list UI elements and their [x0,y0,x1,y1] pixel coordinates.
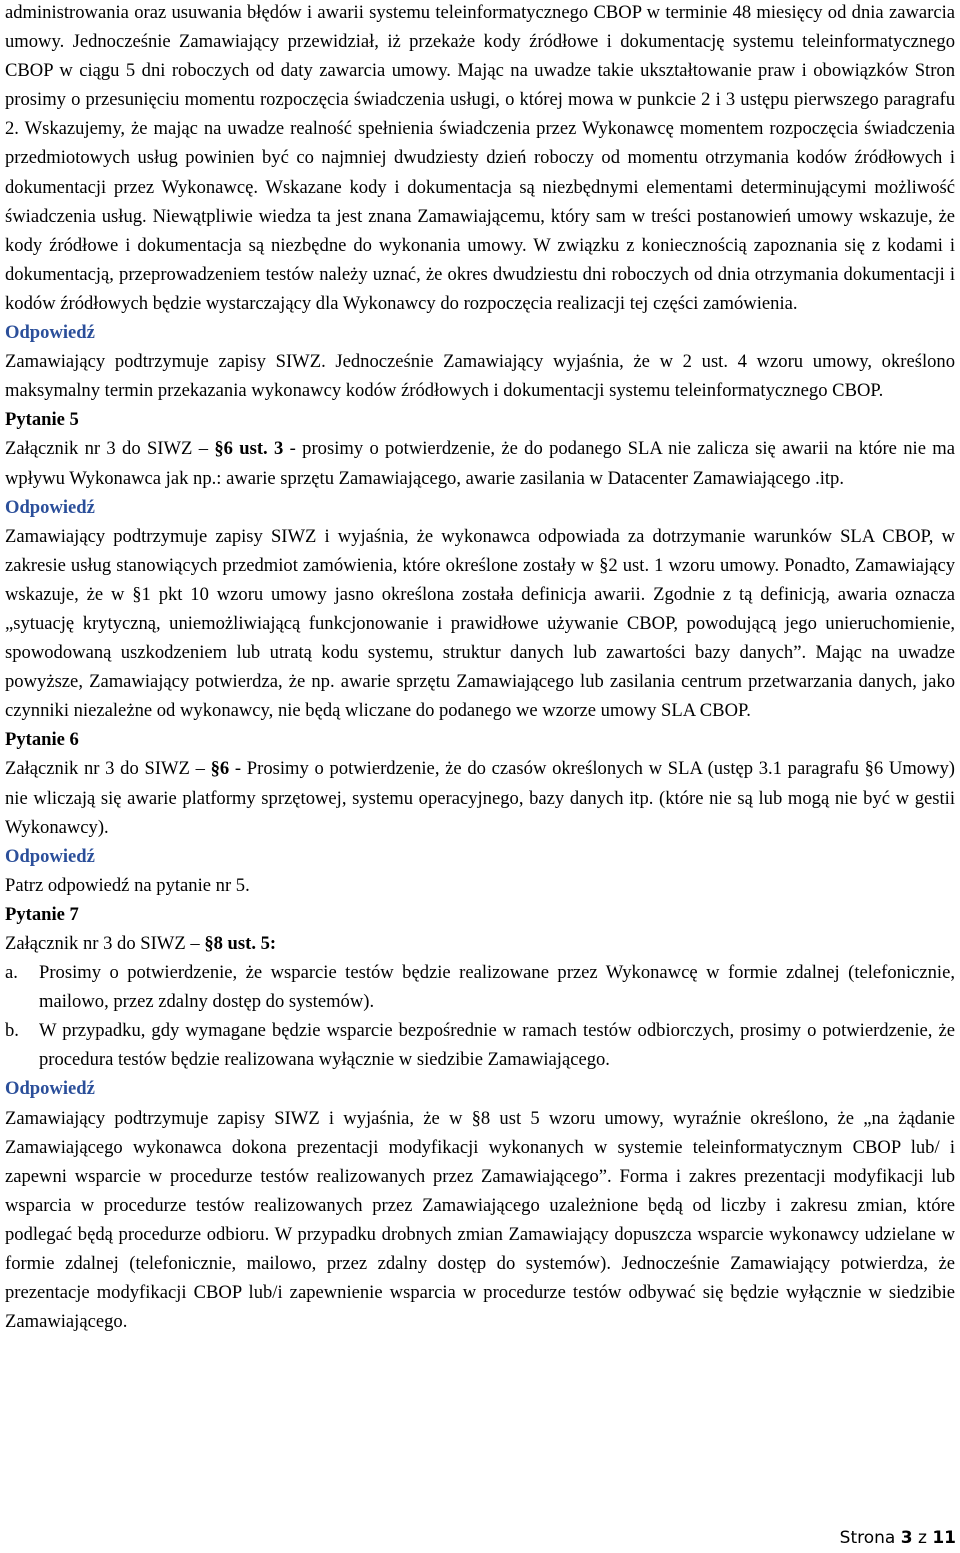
document-page [5,0,955,1336]
page-number-total: 11 [932,1528,956,1548]
question-6-reference: §6 [210,758,230,780]
answer-5-text: Zamawiający podtrzymuje zapisy SIWZ i wyjaśnia, że wykonawca odpowiada za dotrzymanie warunków SLA CBOP, w zakresie usług stanowiących przedmiot zamówienia, które określone zostały w §2 ust. 1 wzoru umowy. Ponadto, Zamawiający wskazuje, że w §1 pkt 10 wzoru umowy jasno określona została definicja awarii. Zgodnie z tą definicją, awaria oznacza „sytuację krytyczną, uniemożliwiającą funkcjonowanie i prawidłowe używanie CBOP, powodującą jego unieruchomienie, spowodowaną uszkodzeniem lub utratą kodu systemu, struktur danych lub zawartości bazy danych”. Mając na uwadze powyższe, Zamawiający potwierdza, że np. awarie sprzętu Zamawiającego lub zasilania centrum przetwarzania danych, jako czynniki niezależne od wykonawcy, nie będą wliczane do podanego we wzorze umowy SLA CBOP. [5,525,955,722]
answer-5-heading: Odpowiedź [5,496,95,518]
question-7-prefix: Załącznik nr 3 do SIWZ – [5,933,205,954]
page-number-separator: z [912,1528,933,1548]
list-marker: a. [5,962,18,984]
question-6-body: - Prosimy o potwierdzenie, że do czasów określonych w SLA (ustęp 3.1 paragrafu §6 Umowy) nie wliczają się awarie platformy sprzętowej, systemu operacyjnego, bazy danych itp. (które nie są lub mogą nie być w gestii Wykonawcy). [5,758,955,838]
question-5-reference: §6 ust. 3 [214,438,284,460]
question-5-body: - prosimy o potwierdzenie, że do podanego SLA nie zalicza się awarii na które nie ma wpływu Wykonawca jak np.: awarie sprzętu Zamawiającego, awarie zasilania w Datacenter Zamawiającego .itp. [5,438,956,489]
page-number-prefix: Strona [839,1528,901,1548]
list-item [5,958,955,1016]
question-6-text [5,754,955,841]
list-marker: b. [5,1020,19,1042]
question-7-heading: Pytanie 7 [5,903,79,925]
page-number-current: 3 [900,1528,913,1548]
list-item-text: Prosimy o potwierdzenie, że wsparcie testów będzie realizowane przez Wykonawcę w formie zdalnej (telefonicznie, mailowo, przez zdalny dostęp do systemów). [39,962,955,1013]
question-6-heading: Pytanie 6 [5,729,79,751]
question-7-text [5,929,955,958]
list-item-text: W przypadku, gdy wymagane będzie wsparcie bezpośrednie w ramach testów odbiorczych, prosimy o potwierdzenie, że procedura testów będzie realizowana wyłącznie w siedzibie Zamawiającego. [39,1020,955,1071]
question-5-heading: Pytanie 5 [5,409,79,431]
question-6-prefix: Załącznik nr 3 do SIWZ – [5,758,211,780]
intro-paragraph: administrowania oraz usuwania błędów i awarii systemu teleinformatycznego CBOP w terminie 48 miesięcy od dnia zawarcia umowy. Jednocześnie Zamawiający przewidział, iż przekaże kody źródłowe i dokumentację systemu teleinformatycznego CBOP w ciągu 5 dni roboczych od daty zawarcia umowy. Mając na uwadze takie ukształtowanie praw i obowiązków Stron prosimy o przesunięciu momentu rozpoczęcia świadczenia usługi, o której mowa w punkcie 2 i 3 ustępu pierwszego paragrafu 2. Wskazujemy, że mając na uwadze realność spełnienia świadczenia przez Wykonawcę momentem rozpoczęcia świadczenia przedmiotowych usług powinien być co najmniej dwudziesty dzień roboczy od momentu otrzymania kodów źródłowych i dokumentacji przez Wykonawcę. Wskazane kody i dokumentacja są niezbędnymi elementami determinującymi możliwość świadczenia usług. Niewątpliwie wiedza ta jest znana Zamawiającemu, który sam w treści postanowień umowy wskazuje, że kody źródłowe i dokumentacja są niezbędne do wykonania umowy. W związku z koniecznością zapoznania się z kodami i dokumentacją, przeprowadzeniem testów należy uznać, że okres dwudziestu dni roboczych od dnia otrzymania dokumentacji i kodów źródłowych będzie wystarczający dla Wykonawcy do rozpoczęcia realizacji tej części zamówienia. [5,2,955,314]
answer-6-text: Patrz odpowiedź na pytanie nr 5. [5,874,250,896]
answer-7-text: Zamawiający podtrzymuje zapisy SIWZ i wyjaśnia, że w §8 ust 5 wzoru umowy, wyraźnie określono, że „na żądanie Zamawiającego wykonawca dokona prezentacji modyfikacji wykonanych w systemie teleinformatycznym CBOP lub/ i zapewni wsparcie w procedurze testów realizowanych przez Zamawiającego”. Forma i zakres prezentacji modyfikacji lub wsparcia w procedurze testów realizowanych przez Zamawiającego uzależnione będą od liczby i zakresu zmian, które podlegać będą procedurze odbioru. W przypadku drobnych zmian Zamawiający dopuszcza wsparcie wykonawcy udzielane w formie zdalnej (telefonicznie, mailowo, przez zdalny dostęp do systemów). Jednocześnie Zamawiający potwierdza, że prezentacje modyfikacji CBOP lub/i zapewnienie wsparcia w procedurze testów odbywać się będzie wyłącznie w siedzibie Zamawiającego. [5,1107,955,1333]
question-5-prefix: Załącznik nr 3 do SIWZ – [5,438,215,460]
page-number [840,1527,956,1549]
answer-6-heading: Odpowiedź [5,845,95,867]
answer-4-text: Zamawiający podtrzymuje zapisy SIWZ. Jednocześnie Zamawiający wyjaśnia, że w 2 ust. 4 wzoru umowy, określono maksymalny termin przekazania wykonawcy kodów źródłowych i dokumentacji systemu teleinformatycznego CBOP. [5,351,955,402]
list-item [5,1016,955,1074]
answer-7-heading: Odpowiedź [5,1078,95,1100]
question-5-text [5,434,955,492]
answer-4-heading: Odpowiedź [5,322,95,344]
question-7-reference: §8 ust. 5: [204,933,277,954]
